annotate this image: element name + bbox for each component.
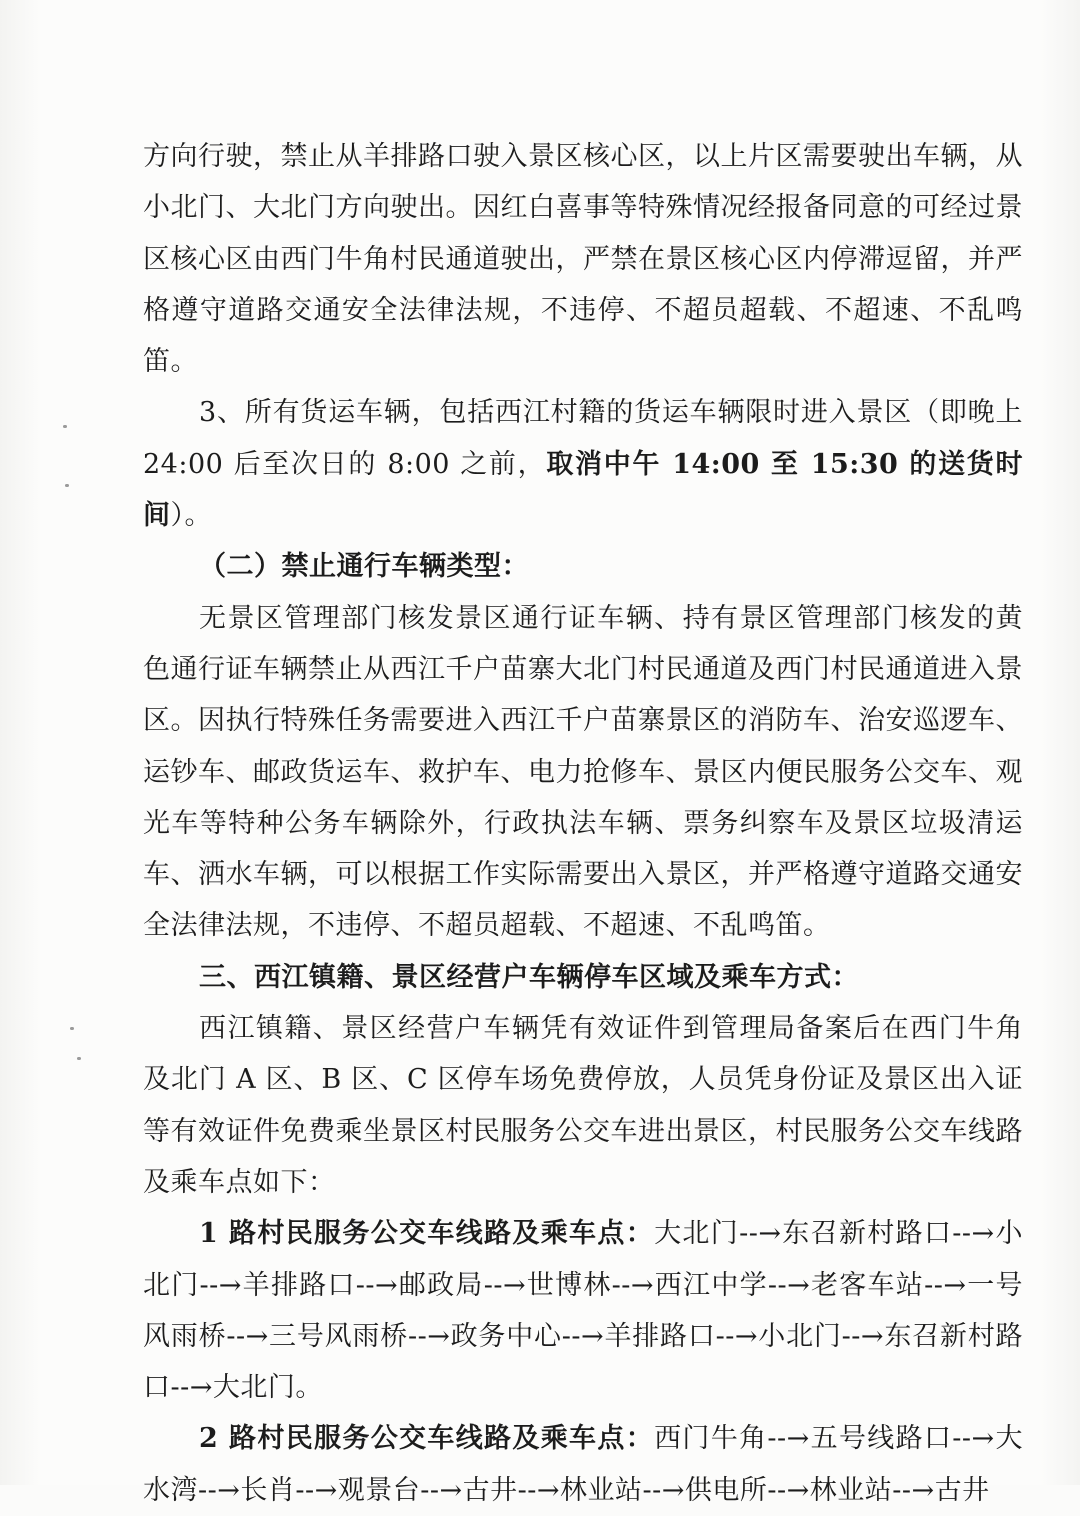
scan-speck (77, 1057, 81, 1060)
text-segment: 西江镇籍、景区经营户车辆凭有效证件到管理局备案后在西门牛角及北门 A 区、B 区、C 区停车场免费停放，人员凭身份证及景区出入证等有效证件免费乘坐景区村民服务公交车进出景区，村民服务公交车线路及乘车点如下： (143, 1013, 1023, 1198)
paragraph-p7 (143, 1208, 1023, 1413)
scan-speck (70, 1027, 74, 1030)
scan-speck (65, 484, 69, 487)
bold-text-segment: （二）禁止通行车辆类型： (199, 551, 529, 583)
paragraph-p2 (143, 387, 1023, 541)
paragraph-p8 (143, 1413, 1023, 1516)
paragraph-p3 (143, 541, 1023, 592)
bold-text-segment: 取消中午 14:00 至 15:30 的送货时间 (143, 448, 1023, 532)
text-segment: 3、所有货运车辆，包括西江村籍的货运车辆限时进入景区（即晚上 24:00 后至次日的 8:00 之前， (143, 397, 1023, 480)
paragraph-p4 (143, 593, 1023, 952)
paragraph-p6 (143, 1003, 1023, 1208)
document-body (143, 131, 1023, 1516)
text-segment: 无景区管理部门核发景区通行证车辆、持有景区管理部门核发的黄色通行证车辆禁止从西江千户苗寨大北门村民通道及西门村民通道进入景区。因执行特殊任务需要进入西江千户苗寨景区的消防车、治安巡逻车、运钞车、邮政货运车、救护车、电力抢修车、景区内便民服务公交车、观光车等特种公务车辆除外，行政执法车辆、票务纠察车及景区垃圾清运车、洒水车辆，可以根据工作实际需要出入景区，并严格遵守道路交通安全法律法规，不违停、不超员超载、不超速、不乱鸣笛。 (143, 602, 1023, 942)
text-segment: ）。 (170, 500, 212, 532)
paragraph-p5 (143, 952, 1023, 1003)
bold-text-segment: 1 路村民服务公交车线路及乘车点： (199, 1218, 655, 1250)
text-segment: 大北门--→东召新村路口--→小北门--→羊排路口--→邮政局--→世博林--→西江中学--→老客车站--→一号风雨桥--→三号风雨桥--→政务中心--→羊排路口--→小北门--→东召新村路口--→大北门。 (143, 1218, 1023, 1404)
bold-text-segment: 三、西江镇籍、景区经营户车辆停车区域及乘车方式： (199, 961, 859, 993)
text-segment: 方向行驶，禁止从羊排路口驶入景区核心区，以上片区需要驶出车辆，从小北门、大北门方向驶出。因红白喜事等特殊情况经报备同意的可经过景区核心区由西门牛角村民通道驶出，严禁在景区核心区内停滞逗留，并严格遵守道路交通安全法律法规，不违停、不超员超载、不超速、不乱鸣笛。 (143, 141, 1023, 378)
paragraph-p1 (143, 131, 1023, 387)
bold-text-segment: 2 路村民服务公交车线路及乘车点： (199, 1423, 655, 1455)
scan-speck (63, 425, 67, 428)
text-segment: 西门牛角--→五号线路口--→大水湾--→长肖--→观景台--→古井--→林业站--→供电所--→林业站--→古井 (143, 1423, 1023, 1506)
